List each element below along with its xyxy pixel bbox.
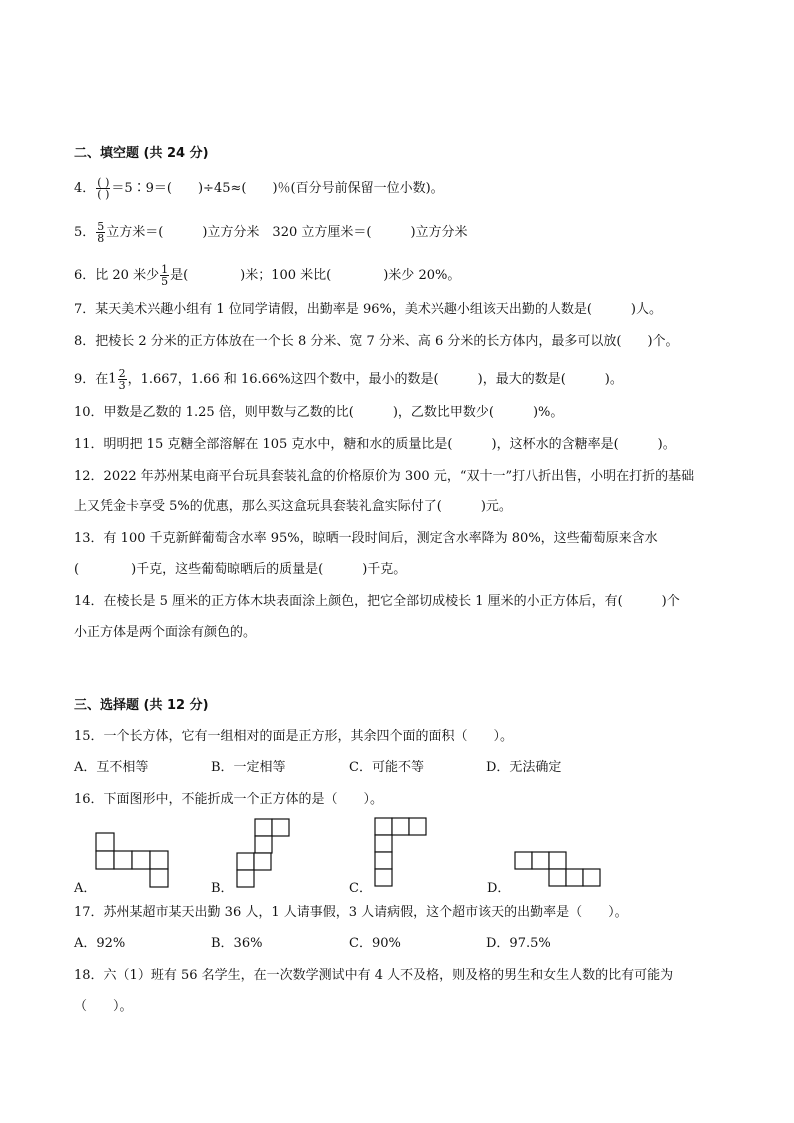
mixed-number [108,368,127,391]
mixed-whole: 1 [108,371,117,387]
option-d: D．97.5% [486,936,551,951]
option-c-label: C． [349,881,372,896]
question-16: 16．下面图形中，不能折成一个正方体的是（ ）。 [74,792,384,807]
question-7: 7．某天美术兴趣小组有 1 位同学请假，出勤率是 96%，美术兴趣小组该天出勤的人数是( )人。 [74,302,662,317]
question-10: 10．甲数是乙数的 1.25 倍，则甲数与乙数的比( )，乙数比甲数少( )%。 [74,405,564,420]
question-8: 8．把棱长 2 分米的正方体放在一个长 8 分米、宽 7 分米、高 6 分米的长方体内，最多可以放( )个。 [74,334,679,349]
cube-net-c [374,817,430,889]
net-square [254,853,271,870]
option-a-label: A． [74,881,97,896]
question-12-line-1: 12．2022 年苏州某电商平台玩具套装礼盒的价格原价为 300 元，“双十一”打八折出售，小明在打折的基础 [74,469,695,484]
question-13-line-2: ( )千克，这些葡萄晾晒后的质量是( )千克。 [74,562,407,577]
net-square [255,836,272,853]
option-c: C．可能不等 [349,760,424,775]
fraction-numerator: 5 [97,220,105,233]
net-square [237,870,254,887]
fraction-denominator: 3 [118,379,126,392]
fraction-denominator: 5 [161,275,169,288]
net-square [150,851,168,869]
option-b: B．36% [211,936,263,951]
net-square [532,852,549,869]
question-text: 是( )米；100 米比( )米少 20%。 [170,268,461,283]
fraction [160,264,169,287]
question-15-options [74,759,694,777]
net-square [392,818,409,835]
question-11: 11．明明把 15 克糖全部溶解在 105 克水中，糖和水的质量比是( )，这杯水的含糖率是( )。 [74,437,676,452]
option-d-label: D． [487,881,511,896]
net-square [375,869,392,886]
question-14-line-2: 小正方体是两个面涂有颜色的。 [74,625,257,640]
option-a: A．互不相等 [74,760,149,775]
net-square [583,869,600,886]
question-13-line-1: 13．有 100 千克新鲜葡萄含水率 95%，晾晒一段时间后，测定含水率降为 80%，这些葡萄原来含水 [74,531,658,546]
net-square [114,851,132,869]
question-18-line-2: （ ）。 [74,999,133,1014]
question-text: ＝5∶9＝( )÷45≈( )％(百分号前保留一位小数)。 [111,181,444,196]
fraction [96,221,105,244]
fraction-numerator: 2 [118,367,126,380]
net-square [96,851,114,869]
question-17-options [74,935,694,953]
fraction-denominator: 8 [97,232,105,245]
option-b: B．一定相等 [211,760,286,775]
net-square [150,869,168,887]
option-d: D．无法确定 [486,760,562,775]
fraction-numerator: ( ) [97,176,110,189]
net-square [375,835,392,852]
option-a: A．92% [74,936,126,951]
cube-net-d [514,851,604,887]
net-square [375,852,392,869]
question-9 [74,368,623,391]
option-b-label: B． [211,881,234,896]
question-text: 9．在 [74,372,109,387]
question-17: 17．苏州某超市某天出勤 36 人，1 人请事假，3 人请病假，这个超市该天的出勤率是（ ）。 [74,905,628,920]
net-square [255,819,272,836]
net-square [96,833,114,851]
net-square [549,869,566,886]
net-square [515,852,532,869]
net-square [272,819,289,836]
question-number: 4． [74,181,96,196]
question-12-line-2: 上又凭金卡享受 5%的优惠，那么买这盒玩具套装礼盒实际付了( )元。 [74,499,512,514]
question-text: 6．比 20 米少 [74,268,160,283]
net-square [566,869,583,886]
option-c: C．90% [349,936,401,951]
net-square [409,818,426,835]
question-4 [74,177,444,200]
net-square [132,851,150,869]
cube-net-a [95,832,171,888]
fraction [96,177,110,200]
question-18-line-1: 18．六（1）班有 56 名学生，在一次数学测试中有 4 人不及格，则及格的男生和女生人数的比有可能为 [74,968,674,983]
question-text: ，1.667，1.66 和 16.66%这四个数中，最小的数是( )，最大的数是( )。 [127,372,623,387]
section-2-heading: 二、填空题 (共 24 分) [74,146,209,161]
question-6 [74,264,460,287]
question-number: 5． [74,225,96,240]
question-5 [74,221,468,244]
question-15: 15．一个长方体，它有一组相对的面是正方形，其余四个面的面积（ ）。 [74,729,514,744]
net-square [549,852,566,869]
fraction-numerator: 1 [161,263,169,276]
fraction-denominator: ( ) [97,188,110,201]
cube-net-b [236,818,292,888]
net-square [237,853,254,870]
question-14-line-1: 14．在棱长是 5 厘米的正方体木块表面涂上颜色，把它全部切成棱长 1 厘米的小正方体后，有( )个 [74,594,680,609]
section-3-heading: 三、选择题 (共 12 分) [74,698,209,713]
question-text: 立方米＝( )立方分米 320 立方厘米＝( )立方分米 [106,225,468,240]
net-square [375,818,392,835]
